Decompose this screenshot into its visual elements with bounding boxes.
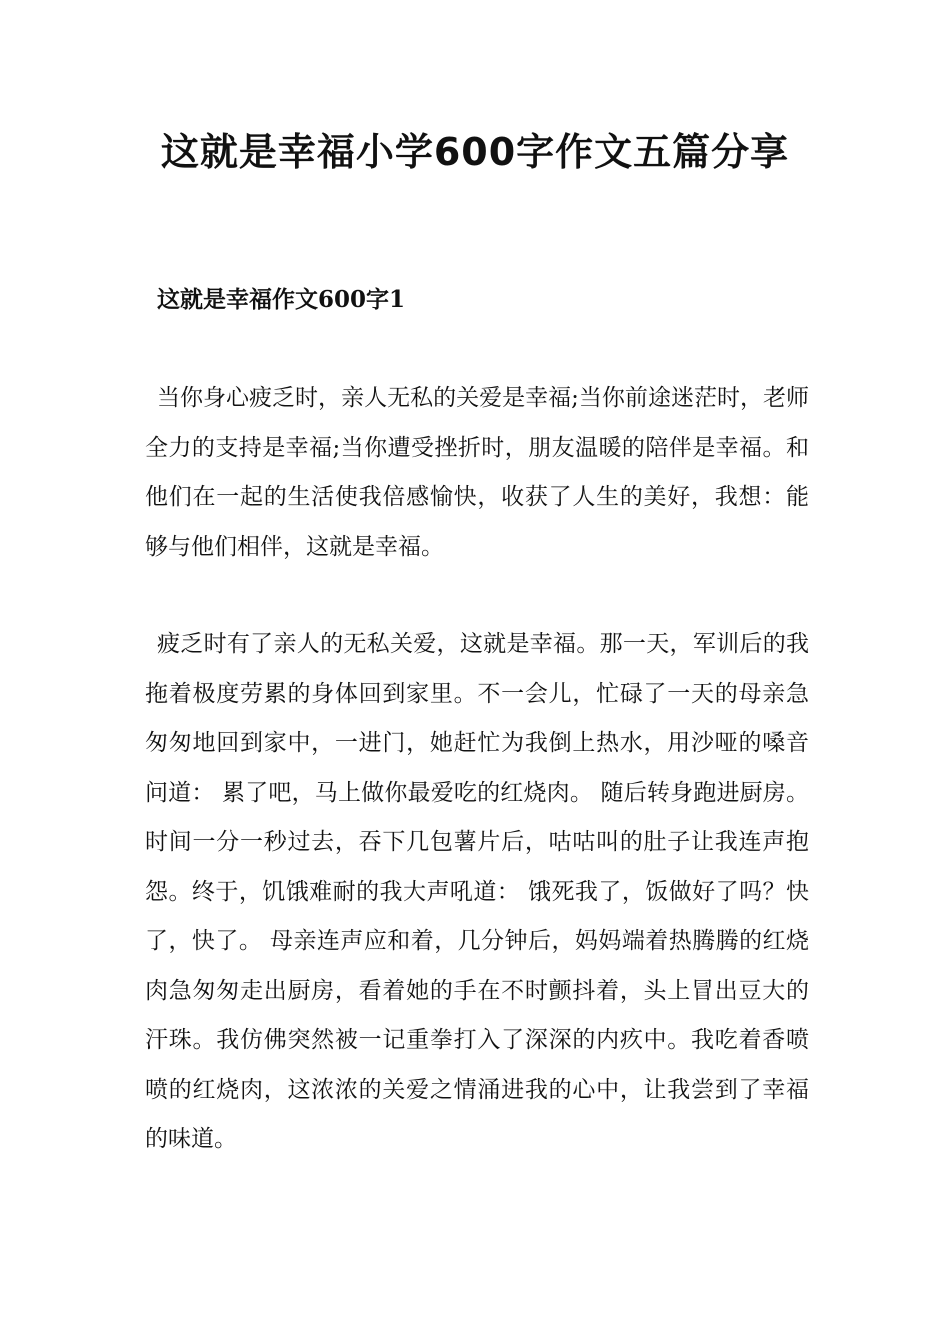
document-title: 这就是幸福小学600字作文五篇分享 [160,130,790,174]
section-heading: 这就是幸福作文600字1 [157,286,406,313]
paragraph: 当你身心疲乏时，亲人无私的关爱是幸福;当你前途迷茫时，老师全力的支持是幸福;当你遭受挫折时，朋友温暖的陪伴是幸福。和他们在一起的生活使我倍感愉快，收获了人生的美好，我想：能够与他们相伴，这就是幸福。 [145,385,809,560]
paragraph: 疲乏时有了亲人的无私关爱，这就是幸福。那一天，军训后的我拖着极度劳累的身体回到家里。不一会儿，忙碌了一天的母亲急匆匆地回到家中，一进门，她赶忙为我倒上热水，用沙哑的嗓音问道： 累了吧，马上做你最爱吃的红烧肉。 随后转身跑进厨房。时间一分一秒过去，吞下几包薯片后，咕咕叫的肚子让我连声抱怨。终于，饥饿难耐的我大声吼道： 饿死我了，饭做好了吗？快了，快了。 母亲连声应和着，几分钟后，妈妈端着热腾腾的红烧肉急匆匆走出厨房，看着她的手在不时颤抖着，头上冒出豆大的汗珠。我仿佛突然被一记重拳打入了深深的内疚中。我吃着香喷喷的红烧肉，这浓浓的关爱之情涌进我的心中，让我尝到了幸福的味道。 [145,631,809,1152]
